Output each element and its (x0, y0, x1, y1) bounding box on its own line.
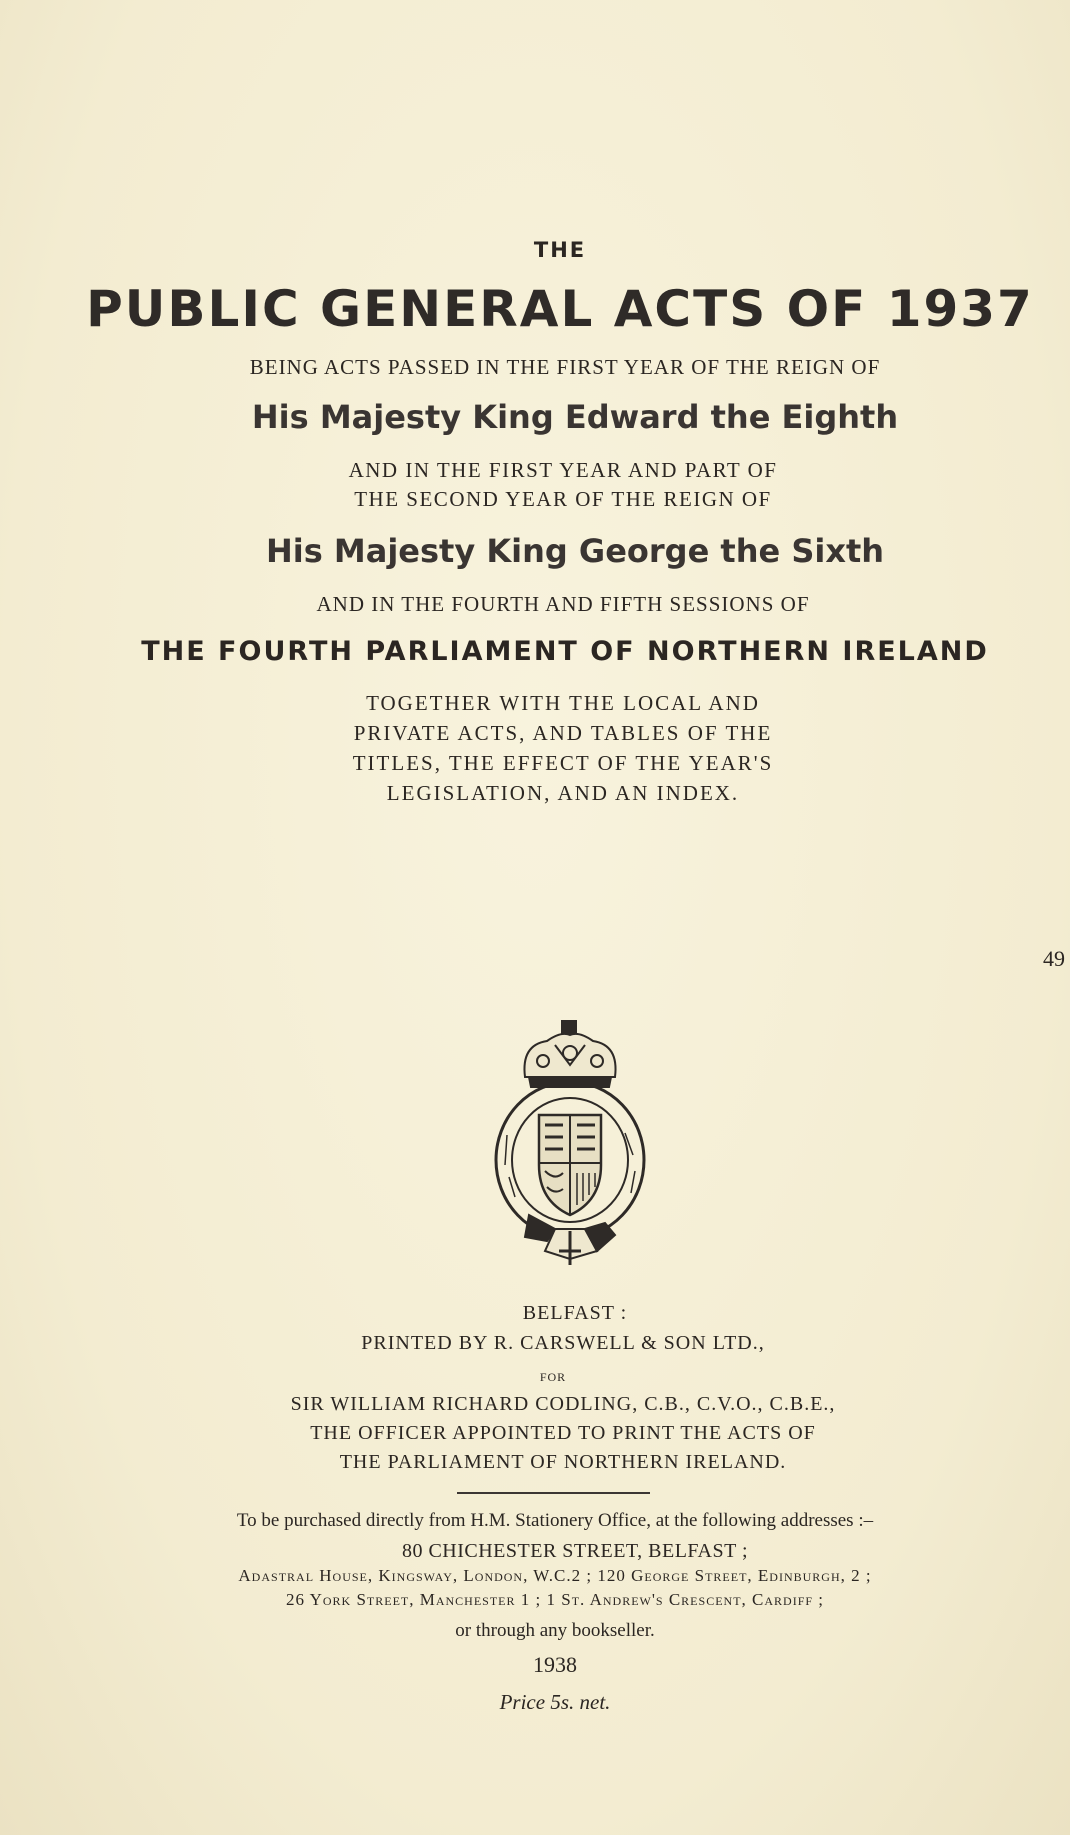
belfast-address: 80 CHICHESTER STREET, BELFAST ; (401, 1540, 749, 1562)
purchase-intro: To be purchased directly from H.M. Stationery Office, at the following addresses :– (236, 1510, 874, 1531)
reign-line-george-2: THE SECOND YEAR OF THE REIGN OF (354, 487, 772, 511)
reign-line-george-1: AND IN THE FIRST YEAR AND PART OF (348, 458, 778, 482)
contents-description (28, 688, 1070, 808)
contents-line-1: TOGETHER WITH THE LOCAL AND (366, 691, 760, 715)
officer-line-1: SIR WILLIAM RICHARD CODLING, C.B., C.V.O., C.B.E., (290, 1393, 836, 1415)
divider (457, 1492, 650, 1494)
reign-line-edward: BEING ACTS PASSED IN THE FIRST YEAR OF THE REIGN OF (249, 355, 881, 379)
contents-line-4: LEGISLATION, AND AN INDEX. (386, 781, 740, 805)
officer-line-3: THE PARLIAMENT OF NORTHERN IRELAND. (339, 1451, 787, 1473)
parliament-heading: THE FOURTH PARLIAMENT OF NORTHERN IRELAND (141, 636, 989, 667)
king-edward-heading: His Majesty King Edward the Eighth (251, 398, 899, 436)
royal-coat-of-arms-icon (485, 1015, 655, 1267)
page-title: PUBLIC GENERAL ACTS OF 1937 (86, 280, 1034, 338)
addresses-line-2: 26 York Street, Manchester 1 ; 1 St. Andrew's Crescent, Cardiff ; (285, 1590, 825, 1609)
publication-year: 1938 (533, 1652, 577, 1677)
contents-line-3: TITLES, THE EFFECT OF THE YEAR'S (352, 751, 774, 775)
officer-line-2: THE OFFICER APPOINTED TO PRINT THE ACTS OF (310, 1422, 816, 1444)
addresses-line-1: Adastral House, Kingsway, London, W.C.2 ; 120 George Street, Edinburgh, 2 ; (238, 1566, 872, 1585)
contents-line-2: PRIVATE ACTS, AND TABLES OF THE (353, 721, 773, 745)
price: Price 5s. net. (499, 1690, 611, 1714)
sessions-line: AND IN THE FOURTH AND FIFTH SESSIONS OF (316, 592, 810, 616)
imprint-for: FOR (539, 1370, 567, 1384)
margin-page-number: 49 (1043, 946, 1065, 971)
title-prefix: THE (533, 238, 587, 262)
imprint-officer (28, 1390, 1070, 1477)
imprint-place: BELFAST : (522, 1302, 628, 1324)
king-george-heading: His Majesty King George the Sixth (265, 532, 885, 570)
bookseller-line: or through any bookseller. (455, 1620, 655, 1641)
reign-line-george (28, 456, 1070, 514)
imprint-printer: PRINTED BY R. CARSWELL & SON LTD., (361, 1332, 765, 1354)
